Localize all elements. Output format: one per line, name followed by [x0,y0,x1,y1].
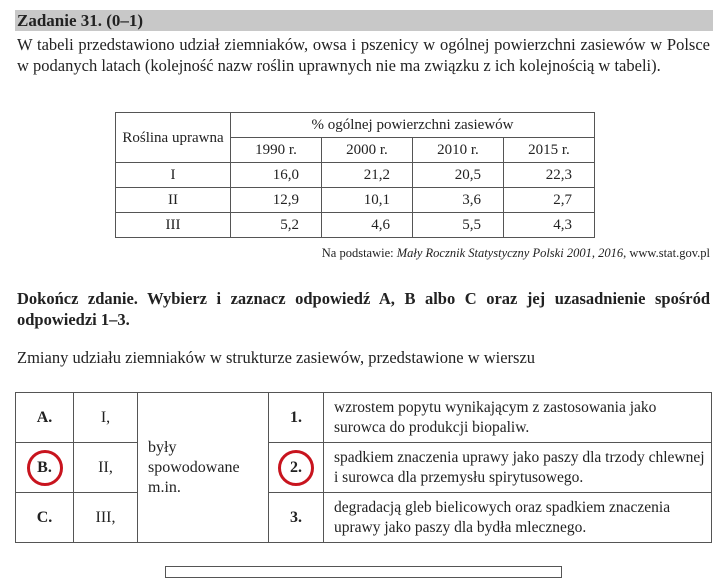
reason-2-text: spadkiem znaczenia uprawy jako paszy dla trzody chlewnej i surowca dla przemysłu spirytusowego. [324,443,712,493]
table-row [116,163,595,188]
col-header-group: % ogólnej powierzchni zasiewów [231,113,595,138]
question-stem: Zmiany udziału ziemniaków w strukturze zasiewów, przedstawione w wierszu [17,348,536,367]
option-b-selected[interactable] [16,443,74,493]
year-header: 2015 r. [503,138,594,163]
intro-text: W tabeli przedstawiono udział ziemniaków, owsa i pszenicy w ogólnej powierzchni zasiewów w Polsce w podanych latach (kolejność nazw roślin uprawnych nie ma związku z ich kolejnością w tabeli). [17,35,710,75]
table-row [116,213,595,238]
cell: 10,1 [321,188,412,213]
cell: 4,6 [321,213,412,238]
reason-2-selected[interactable] [269,443,324,493]
row-label: II [116,188,231,213]
year-header: 1990 r. [231,138,322,163]
source-title: Mały Rocznik Statystyczny Polski 2001, 2016 [396,246,624,260]
col-header-plant: Roślina uprawna [116,113,231,163]
task-header: Zadanie 31. (0–1) [15,10,713,31]
cell: 4,3 [503,213,594,238]
source-prefix: Na podstawie: [321,246,397,260]
reason-3-text: degradacją gleb bielicowych oraz spadkiem znaczenia uprawy jako paszy dla bydła mlecznego. [324,493,712,543]
option-a[interactable]: A. [16,393,74,443]
middle-text: były spowodowane m.in. [138,393,269,543]
cell: 3,6 [412,188,503,213]
instruction: Dokończ zdanie. Wybierz i zaznacz odpowiedź A, B albo C oraz jej uzasadnienie spośród odpowiedzi 1–3. [17,289,710,329]
answer-table [15,392,712,543]
selected-circle-icon: B. [27,450,63,486]
source-suffix: , www.stat.gov.pl [623,246,710,260]
data-table [115,112,595,238]
reason-1[interactable]: 1. [269,393,324,443]
cell: 20,5 [412,163,503,188]
option-b-row: II, [74,443,138,493]
cell: 5,2 [231,213,322,238]
row-label: III [116,213,231,238]
cell: 22,3 [503,163,594,188]
cell: 21,2 [321,163,412,188]
row-label: I [116,163,231,188]
table-row [116,188,595,213]
cell: 2,7 [503,188,594,213]
cell: 16,0 [231,163,322,188]
reason-1-text: wzrostem popytu wynikającym z zastosowania jako surowca do produkcji biopaliw. [324,393,712,443]
cell: 5,5 [412,213,503,238]
year-header: 2010 r. [412,138,503,163]
cell: 12,9 [231,188,322,213]
year-header: 2000 r. [321,138,412,163]
option-a-row: I, [74,393,138,443]
reason-3[interactable]: 3. [269,493,324,543]
option-c-row: III, [74,493,138,543]
source-note [322,246,710,261]
option-c[interactable]: C. [16,493,74,543]
next-table-edge [165,566,562,578]
selected-circle-icon: 2. [278,450,314,486]
